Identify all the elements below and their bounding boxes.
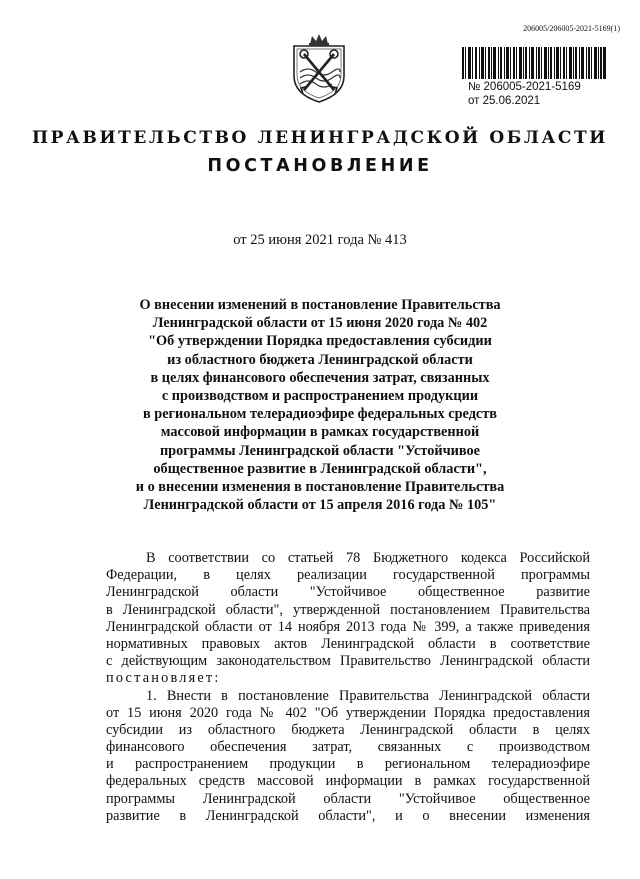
body-line: В соответствии со статьей 78 Бюджетного кодекса Российской bbox=[146, 550, 590, 566]
heading-line: из областного бюджета Ленинградской области bbox=[167, 351, 473, 368]
heading-line: с производством и распространением продукции bbox=[161, 388, 479, 405]
body-line: субсидии из областного бюджета Ленинградской области в целях bbox=[106, 721, 590, 738]
heading-line: и о внесении изменения в постановление Правительства bbox=[135, 479, 505, 496]
registration-number: № 206005-2021-5169 bbox=[468, 81, 581, 93]
body-line: Ленинградской области "Устойчивое общественное развитие bbox=[106, 584, 590, 601]
body-line: и распространением продукции в региональном телерадиоэфире bbox=[106, 756, 590, 773]
body-line: программы Ленинградской области "Устойчивое общественное bbox=[106, 790, 590, 807]
document-code: 206005/206005-2021-5169(1) bbox=[523, 24, 620, 33]
heading-line: в целях финансового обеспечения затрат, связанных bbox=[150, 369, 490, 386]
heading-line: О внесении изменений в постановление Правительства bbox=[139, 297, 501, 313]
document-date-number: от 25 июня 2021 года № 413 bbox=[233, 232, 407, 248]
body-line: нормативных правовых актов Ленинградской области в соответствие bbox=[106, 635, 590, 652]
heading-line: массовой информации в рамках государственной bbox=[160, 424, 480, 441]
document-type: ПОСТАНОВЛЕНИЕ bbox=[207, 156, 433, 176]
document-heading bbox=[80, 296, 560, 514]
registration-barcode bbox=[462, 47, 606, 79]
heading-line: Ленинградской области от 15 апреля 2016 года № 105" bbox=[143, 497, 497, 514]
heading-line: общественное развитие в Ленинградской области", bbox=[153, 460, 487, 477]
authority-title: ПРАВИТЕЛЬСТВО ЛЕНИНГРАДСКОЙ ОБЛАСТИ bbox=[32, 128, 608, 148]
body-line: Ленинградской области от 14 ноября 2013 года № 399, а также приведения bbox=[106, 618, 590, 635]
body-line: с действующим законодательством Правительство Ленинградской области bbox=[106, 653, 590, 670]
body-line: развитие в Ленинградской области", и о внесении изменения bbox=[106, 807, 590, 824]
body-line: финансового обеспечения затрат, связанных с производством bbox=[106, 739, 590, 756]
body-line: в Ленинградской области", утвержденной постановлением Правительства bbox=[106, 601, 590, 618]
coat-of-arms-emblem bbox=[288, 32, 350, 104]
heading-line: в региональном телерадиоэфире федеральных средств bbox=[142, 406, 498, 423]
registration-block bbox=[468, 80, 581, 108]
body-line: Федерации, в целях реализации государственной программы bbox=[106, 567, 590, 584]
body-line: от 15 июня 2020 года № 402 "Об утверждении Порядка предоставления bbox=[106, 704, 590, 721]
body-line: 1. Внести в постановление Правительства Ленинградской области bbox=[146, 687, 590, 704]
heading-line: Ленинградской области от 15 июня 2020 года № 402 bbox=[152, 315, 488, 332]
heading-line: "Об утверждении Порядка предоставления субсидии bbox=[148, 333, 492, 350]
registration-date: от 25.06.2021 bbox=[468, 95, 541, 107]
heading-line: программы Ленинградской области "Устойчивое bbox=[159, 442, 481, 459]
body-line: постановляет: bbox=[106, 670, 221, 687]
document-body bbox=[106, 550, 590, 825]
body-line: федеральных средств массовой информации в рамках государственной bbox=[106, 773, 590, 790]
